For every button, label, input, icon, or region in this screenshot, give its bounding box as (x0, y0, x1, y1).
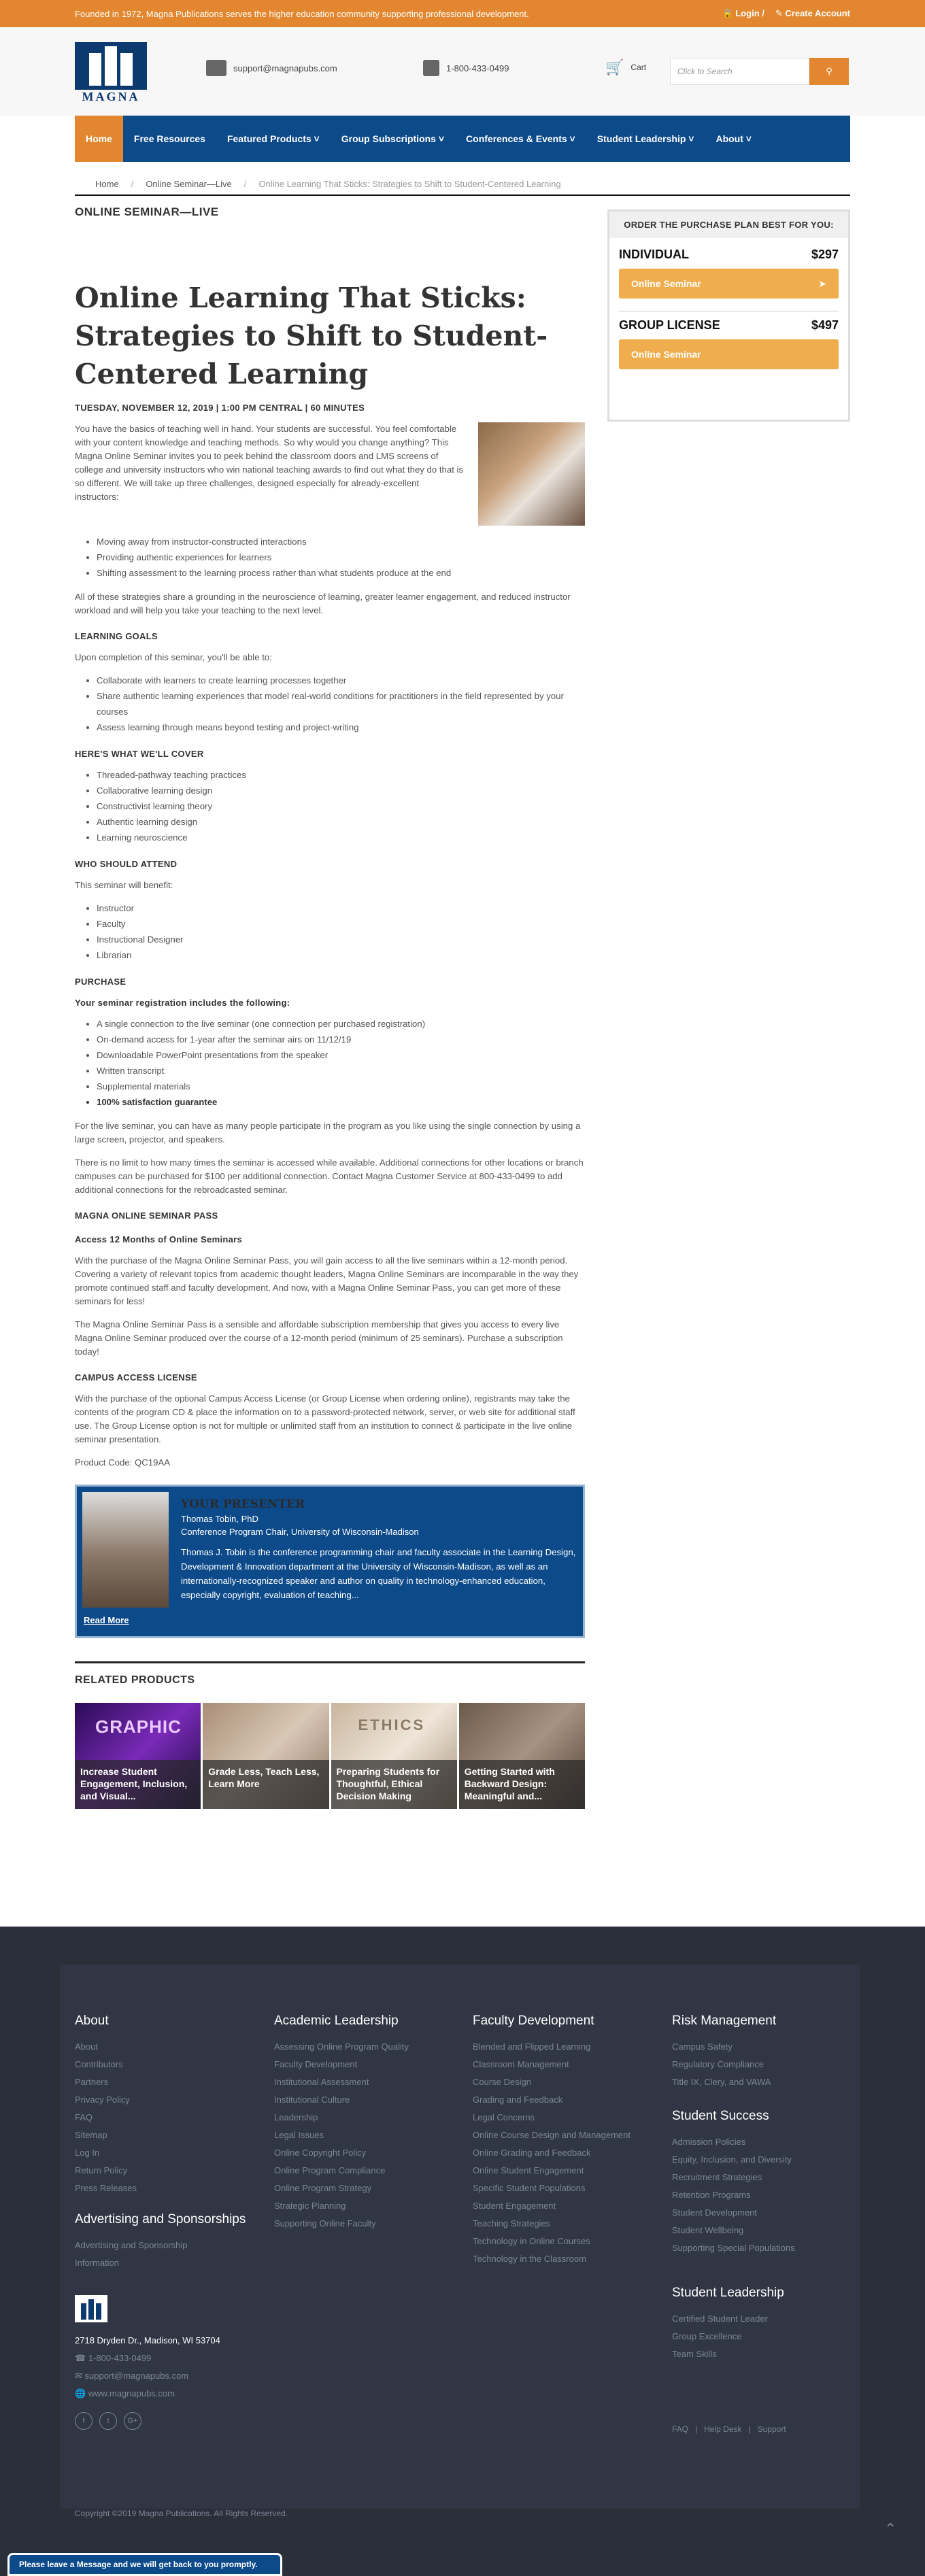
footer-link[interactable]: Log In (75, 2148, 100, 2158)
footer-link[interactable]: Faculty Development (274, 2059, 358, 2069)
footer-link[interactable]: Strategic Planning (274, 2201, 346, 2211)
nav-item[interactable]: Home (75, 116, 123, 162)
footer-link[interactable]: Privacy Policy (75, 2095, 130, 2105)
goals-intro: Upon completion of this seminar, you'll be able to: (75, 652, 272, 662)
footer-link[interactable]: Equity, Inclusion, and Diversity (672, 2154, 792, 2165)
footer-link[interactable]: Online Student Engagement (473, 2165, 584, 2175)
footer-faculty: Faculty Development Blended and Flipped Learning Classroom Management Course Design Grading and Feedback Legal Concerns Online Course Design and Management Online Grading and Feedback Online Student Engagement Specific Student Populations Student Engagement Teaching Strategies Technology in Online Courses Technology in the Classroom (473, 2014, 630, 2268)
footer-link-list (672, 2133, 795, 2257)
footer-link[interactable]: Regulatory Compliance (672, 2059, 764, 2069)
seminar-photo (478, 422, 585, 526)
list-item: • Faculty (97, 916, 585, 932)
site-footer (0, 1927, 925, 2576)
presenter-role: Conference Program Chair, University of Wisconsin-Madison (181, 1527, 419, 1537)
online-seminar-button[interactable]: Online Seminar ➤ (619, 269, 839, 299)
related-title: RELATED PRODUCTS (75, 1674, 195, 1686)
footer-link[interactable]: Grading and Feedback (473, 2095, 563, 2105)
presenter-box (75, 1485, 585, 1638)
search-icon: ⚲ (826, 66, 832, 76)
footer-link-list (75, 2038, 246, 2197)
list-item: • Threaded-pathway teaching practices (97, 767, 585, 783)
footer-link-list (672, 2310, 795, 2363)
footer-link[interactable]: Online Program Compliance (274, 2165, 386, 2175)
plan-title: ORDER THE PURCHASE PLAN BEST FOR YOU: (609, 211, 848, 238)
footer-link[interactable]: Legal Concerns (473, 2112, 535, 2122)
breadcrumb-current: Online Learning That Sticks: Strategies to Shift to Student-Centered Learning (258, 178, 561, 189)
attend-heading: WHO SHOULD ATTEND (75, 859, 178, 869)
list-item: • Learning neuroscience (97, 830, 585, 845)
purchase-item: • Written transcript (97, 1063, 585, 1079)
footer-link[interactable]: Press Releases (75, 2183, 137, 2193)
list-item: • Shifting assessment to the learning process rather than what students produce at the end (97, 565, 585, 581)
search-button[interactable] (809, 58, 849, 85)
google-plus-icon[interactable]: G+ (124, 2412, 141, 2430)
presenter-heading: YOUR PRESENTER (181, 1497, 305, 1511)
footer-link[interactable]: FAQ (75, 2112, 93, 2122)
related-product-card[interactable]: ETHICS Preparing Students for Thoughtful, Ethical Decision Making (331, 1703, 457, 1809)
footer-link[interactable]: About (75, 2041, 98, 2052)
group-price: $497 (811, 318, 839, 332)
list-item: • Share authentic learning experiences that model real-world conditions for practitioners in the field represented by your courses (97, 688, 585, 719)
purchase-item: • On-demand access for 1-year after the seminar airs on 11/12/19 (97, 1032, 585, 1047)
pass-text-1: With the purchase of the Magna Online Seminar Pass, you will gain access to all the live seminars within a 12-month period. Covering a variety of relevant topics from academic thought leaders, Magna Online Seminars are incomparable in the way they promote continued staff and faculty development. And now, with a Magna Online Seminar Pass, you can get more of these seminars for less! (75, 1255, 579, 1306)
product-code: Product Code: QC19AA (75, 1457, 171, 1468)
cover-list (75, 767, 585, 845)
footer-link[interactable]: Certified Student Leader (672, 2314, 768, 2324)
cart-link[interactable]: 🛒 Cart (605, 58, 647, 75)
footer-logo[interactable] (75, 2295, 107, 2322)
footer-link[interactable]: Retention Programs (672, 2190, 751, 2200)
pass-text-2: The Magna Online Seminar Pass is a sensible and affordable subscription membership that gives you access to every live Magna Online Seminar produced over the course of a 12-month period (minimum of 25 seminars). Purchase a subscription today! (75, 1319, 563, 1357)
nav-item[interactable]: About ˅ (716, 133, 752, 144)
magna-logo[interactable]: MAGNA (75, 42, 147, 105)
list-item: • Librarian (97, 947, 585, 963)
page-title: Online Learning That Sticks: Strategies to Shift to Student-Centered Learning (75, 282, 548, 390)
chat-widget[interactable]: Please leave a Message and we will get back to you promptly. (7, 2553, 282, 2576)
footer-link[interactable]: Technology in Online Courses (473, 2236, 590, 2246)
footer-link[interactable]: Specific Student Populations (473, 2183, 586, 2193)
footer-link[interactable]: Online Grading and Feedback (473, 2148, 591, 2158)
list-item: • Providing authentic experiences for learners (97, 549, 585, 565)
create-account-link[interactable]: ✎ Create Account (775, 8, 850, 18)
related-product-card[interactable]: Grade Less, Teach Less, Learn More (203, 1703, 329, 1809)
footer-link[interactable]: Team Skills (672, 2349, 717, 2359)
list-item: • Instructional Designer (97, 932, 585, 947)
related-product-card[interactable]: Getting Started with Backward Design: Meaningful and... (459, 1703, 585, 1809)
purchase-item: • Downloadable PowerPoint presentations from the speaker (97, 1047, 585, 1063)
footer-link[interactable]: Group Excellence (672, 2331, 742, 2341)
cover-heading: HERE'S WHAT WE'LL COVER (75, 749, 204, 759)
related-products (75, 1661, 585, 1809)
list-item: • Assess learning through means beyond testing and project-writing (97, 719, 585, 735)
purchase-plan-box (607, 209, 850, 422)
nav-item[interactable]: Group Subscriptions ˅ (341, 133, 445, 144)
footer-link[interactable]: Title IX, Clery, and VAWA (672, 2077, 771, 2087)
footer-link[interactable]: Course Design (473, 2077, 531, 2087)
footer-link[interactable]: Student Wellbeing (672, 2225, 744, 2235)
cart-icon: 🛒 (605, 58, 624, 75)
breadcrumb: Home / Online Seminar—Live / Online Learning That Sticks: Strategies to Shift to Student-Centered Learning (75, 173, 850, 196)
footer-address: 2718 Dryden Dr., Madison, WI 53704 (75, 2335, 220, 2345)
footer-link[interactable]: Supporting Online Faculty (274, 2218, 376, 2228)
footer-link[interactable]: Campus Safety (672, 2041, 733, 2052)
social-links (75, 2412, 246, 2430)
individual-price: $297 (811, 248, 839, 261)
seminar-date: TUESDAY, NOVEMBER 12, 2019 | 1:00 PM CENTRAL | 60 MINUTES (75, 403, 365, 413)
footer-risk: Risk Management Campus Safety Regulatory Compliance Title IX, Clery, and VAWA Student Success Admission Policies Equity, Inclusion, and Diversity Recruitment Strategies Retention Programs Student Development Student Wellbeing Supporting Special Populations Student Leadership Certified Student Leader Group Excellence Team Skills FAQ | Help Desk | Support (672, 2014, 795, 2434)
presenter-name: Thomas Tobin, PhD (181, 1514, 258, 1524)
footer-link[interactable]: Student Development (672, 2207, 758, 2218)
footer-link[interactable]: Student Engagement (473, 2201, 556, 2211)
copyright: Copyright ©2019 Magna Publications. All Rights Reserved. (75, 2509, 288, 2518)
goals-list (75, 673, 585, 735)
footer-link[interactable]: Technology in the Classroom (473, 2254, 586, 2264)
footer-link[interactable]: Sitemap (75, 2130, 107, 2140)
login-link[interactable]: 🔒 Login / (722, 8, 764, 18)
list-item: • Collaborative learning design (97, 783, 585, 798)
footer-link[interactable]: Assessing Online Program Quality (274, 2041, 409, 2052)
nav-item[interactable]: Featured Products ˅ (226, 133, 320, 144)
envelope-icon (206, 60, 226, 76)
footer-link[interactable]: Institutional Assessment (274, 2077, 369, 2087)
list-item: • Moving away from instructor-constructed interactions (97, 534, 585, 549)
footer-link[interactable]: Legal Issues (274, 2130, 324, 2140)
footer-link-list (672, 2038, 795, 2091)
purchase-subheading: Your seminar registration includes the following: (75, 998, 290, 1008)
footer-link[interactable]: Institutional Culture (274, 2095, 350, 2105)
top-bar (0, 0, 925, 27)
footer-phone[interactable]: ☎ 1-800-433-0499 (75, 2353, 152, 2363)
footer-link[interactable]: Admission Policies (672, 2137, 746, 2147)
footer-link[interactable]: Online Course Design and Management (473, 2130, 630, 2140)
breadcrumb-home[interactable]: Home (95, 178, 119, 189)
attend-list (75, 900, 585, 963)
campus-heading: CAMPUS ACCESS LICENSE (75, 1372, 197, 1383)
footer-link[interactable]: Blended and Flipped Learning (473, 2041, 591, 2052)
footer-academic: Academic Leadership Assessing Online Program Quality Faculty Development Institutional Assessment Institutional Culture Leadership Legal Issues Online Copyright Policy Online Program Compliance Online Program Strategy Strategic Planning Supporting Online Faculty (274, 2014, 409, 2233)
live-text: For the live seminar, you can have as many people participate in the program as you like using the single connection by using a large screen, projector, and speakers. (75, 1121, 581, 1145)
group-label: GROUP LICENSE (619, 318, 720, 332)
footer-web[interactable]: 🌐 www.magnapubs.com (75, 2388, 175, 2399)
search-input[interactable]: Click to Search (670, 58, 809, 85)
limit-text: There is no limit to how many times the seminar is accessed while available. Additional connections for other locations or branch campuses can be purchased for $100 per additional connection. Contact Magna Customer Service at 800-433-0499 to add additional connections for the rebroadcasted seminar. (75, 1157, 584, 1195)
guarantee-item: • 100% satisfaction guarantee (97, 1094, 585, 1110)
related-product-card[interactable]: GRAPHIC Increase Student Engagement, Inclusion, and Visual... (75, 1703, 201, 1809)
search-box (670, 58, 849, 85)
main-nav (75, 116, 850, 162)
breadcrumb-parent[interactable]: Online Seminar—Live (146, 178, 232, 189)
nav-item[interactable]: Conferences & Events ˅ (466, 133, 575, 144)
facebook-icon[interactable]: f (75, 2412, 92, 2430)
footer-legal-links: FAQ | Help Desk | Support (672, 2424, 786, 2434)
footer-link[interactable]: Recruitment Strategies (672, 2172, 762, 2182)
attend-intro: This seminar will benefit: (75, 880, 173, 890)
campus-text: With the purchase of the optional Campus Access License (or Group License when ordering online), registrants may take the contents of the program CD & place the information on to a password-protected network, server, or web site for additional staff use. The Group License option is not for multiple or unlimited staff from an institution to connect & participate in the live online seminar presentation. (75, 1393, 575, 1444)
footer-ads-link[interactable]: Advertising and Sponsorship Information (75, 2240, 188, 2268)
footer-link[interactable]: Online Program Strategy (274, 2183, 372, 2193)
group-seminar-button[interactable]: Online Seminar (619, 339, 839, 369)
goals-heading: LEARNING GOALS (75, 631, 158, 641)
individual-label: INDIVIDUAL (619, 248, 689, 261)
nav-item[interactable]: Free Resources (133, 133, 205, 144)
presenter-photo (82, 1492, 169, 1608)
intro-text: You have the basics of teaching well in hand. Your students are successful. You feel comfortable with your content knowledge and teaching methods. So why would you change anything? This Magna Online Seminar invites you to peek behind the classroom doors and LMS screens of college and university instructors who win national teaching awards to find out what they do that is so different. We will take up three challenges, designed especially for already-excellent instructors: (75, 424, 464, 502)
list-item: • Constructivist learning theory (97, 798, 585, 814)
list-item: • Collaborate with learners to create learning processes together (97, 673, 585, 688)
footer-link[interactable]: Contributors (75, 2059, 123, 2069)
main-content (75, 204, 585, 1809)
footer-link[interactable]: Online Copyright Policy (274, 2148, 367, 2158)
footer-link[interactable]: Supporting Special Populations (672, 2243, 795, 2253)
challenges-list (75, 534, 585, 581)
presenter-bio: Thomas J. Tobin is the conference programming chair and faculty associate in the Learning Design, Development & Innovation department at the University of Wisconsin-Madison, as well as an internationally-recognized speaker and author on quality in technology-enhanced education, especially copyright, evaluation of teaching... (181, 1547, 576, 1600)
nav-item[interactable]: Student Leadership ˅ (596, 133, 694, 144)
footer-link[interactable]: Return Policy (75, 2165, 128, 2175)
pass-heading: MAGNA ONLINE SEMINAR PASS (75, 1210, 218, 1221)
header-phone[interactable]: 1-800-433-0499 (423, 60, 509, 76)
footer-email[interactable]: ✉ support@magnapubs.com (75, 2371, 189, 2381)
purchase-heading: PURCHASE (75, 977, 127, 987)
section-title: ONLINE SEMINAR—LIVE (75, 205, 219, 218)
summary-text: All of these strategies share a grounding in the neuroscience of learning, greater learner engagement, and reduced instructor workload and will help you take your teaching to the next level. (75, 592, 571, 615)
footer-link-list (274, 2038, 409, 2233)
purchase-item: • A single connection to the live seminar (one connection per purchased registration) (97, 1016, 585, 1032)
header-email[interactable]: support@magnapubs.com (206, 60, 337, 76)
read-more-link[interactable]: Read More (84, 1615, 129, 1625)
footer-link-list (473, 2038, 630, 2268)
back-to-top-icon[interactable]: ⌃ (884, 2520, 897, 2537)
purchase-item: • Supplemental materials (97, 1079, 585, 1094)
footer-link[interactable]: Teaching Strategies (473, 2218, 551, 2228)
purchase-list (75, 1016, 585, 1110)
pass-subheading: Access 12 Months of Online Seminars (75, 1234, 243, 1244)
footer-link[interactable]: Partners (75, 2077, 109, 2087)
footer-link[interactable]: Classroom Management (473, 2059, 569, 2069)
arrow-circle-icon: ➤ (818, 277, 826, 289)
phone-icon (423, 60, 439, 76)
list-item: • Instructor (97, 900, 585, 916)
top-bar-text: Founded in 1972, Magna Publications serves the higher education community supporting professional development. (75, 8, 529, 19)
footer-link[interactable]: Leadership (274, 2112, 318, 2122)
twitter-icon[interactable]: t (99, 2412, 117, 2430)
footer-about: About About Contributors Partners Privacy Policy FAQ Sitemap Log In Return Policy Press Releases Advertising and Sponsorships Advertising and Sponsorship Information 2718 Dryden Dr., Madison, WI 53704 ☎ 1-800-433-0499 ✉ support@magnapubs.com 🌐 www.magnapubs.com f t G+ (75, 2014, 246, 2430)
list-item: • Authentic learning design (97, 814, 585, 830)
